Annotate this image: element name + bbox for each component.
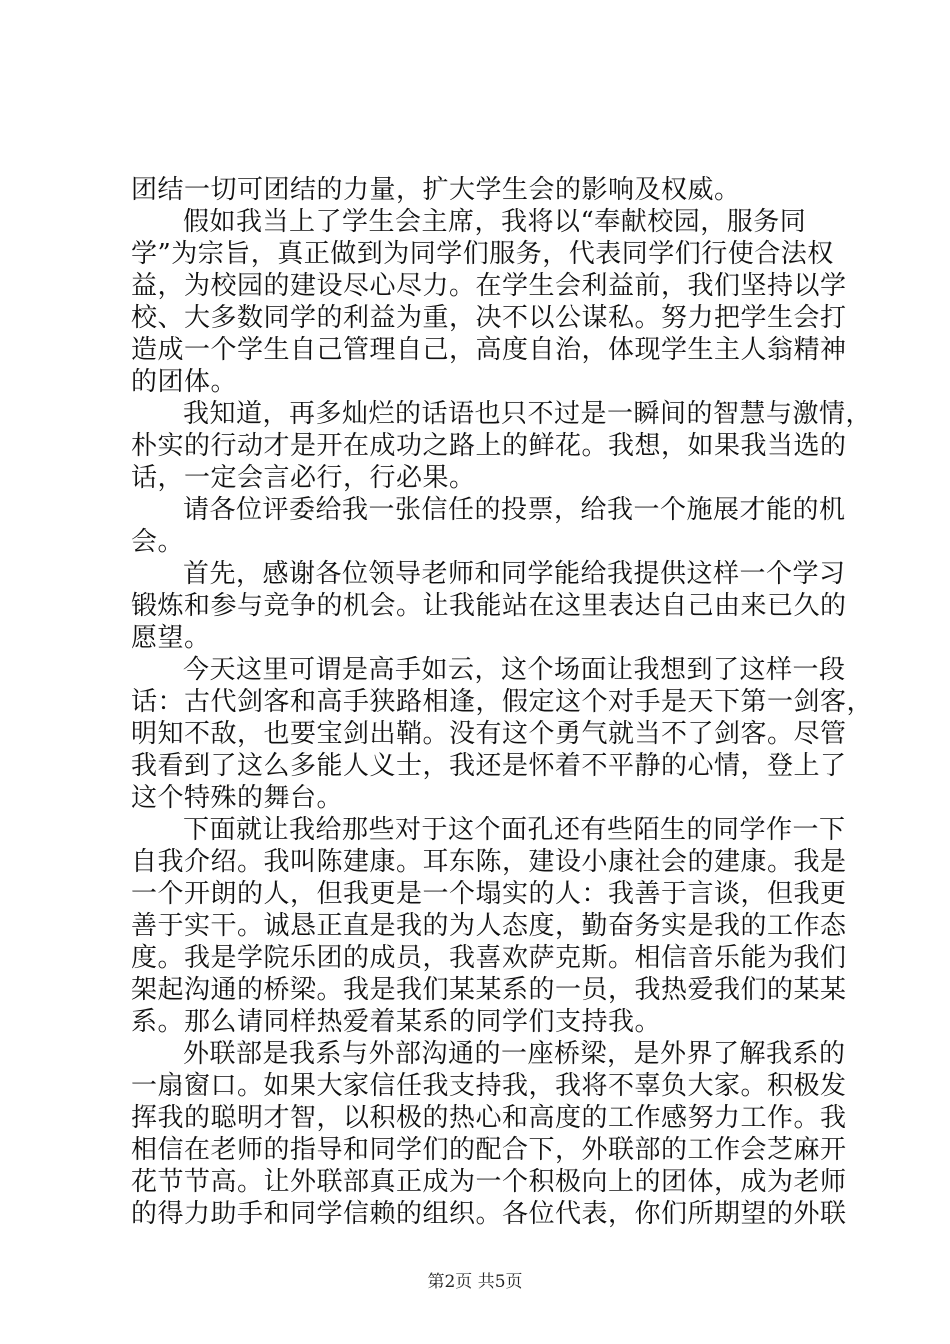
- text-line: 请各位评委给我一张信任的投票，给我一个施展才能的机: [183, 495, 846, 525]
- text-line: 话：古代剑客和高手狭路相逢，假定这个对手是天下第一剑客，: [131, 687, 874, 717]
- text-line: 的得力助手和同学信赖的组织。各位代表，你们所期望的外联: [131, 1199, 847, 1229]
- text-line: 话，一定会言必行，行必果。: [131, 463, 476, 493]
- text-line: 下面就让我给那些对于这个面孔还有些陌生的同学作一下: [183, 815, 846, 845]
- page-number: 第2页 共5页: [427, 1272, 523, 1292]
- text-line: 自我介绍。我叫陈建康。耳东陈，建设小康社会的建康。我是: [131, 847, 847, 877]
- text-line: 挥我的聪明才智，以积极的热心和高度的工作感努力工作。我: [131, 1103, 847, 1133]
- text-line: 会。: [131, 527, 185, 557]
- text-line: 花节节高。让外联部真正成为一个积极向上的团体，成为老师: [131, 1167, 847, 1197]
- text-line: 校、大多数同学的利益为重，决不以公谋私。努力把学生会打: [131, 303, 847, 333]
- text-line: 的团体。: [131, 367, 238, 397]
- text-line: 架起沟通的桥梁。我是我们某某系的一员，我热爱我们的某某: [131, 975, 847, 1005]
- text-line: 假如我当上了学生会主席，我将以“奉献校园，服务同: [183, 207, 807, 237]
- text-line: 朴实的行动才是开在成功之路上的鲜花。我想，如果我当选的: [131, 431, 847, 461]
- text-line: 首先，感谢各位领导老师和同学能给我提供这样一个学习: [183, 559, 846, 589]
- text-line: 这个特殊的舞台。: [131, 783, 344, 813]
- text-line: 相信在老师的指导和同学们的配合下，外联部的工作会芝麻开: [131, 1135, 847, 1165]
- text-line: 锻炼和参与竞争的机会。让我能站在这里表达自己由来已久的: [131, 591, 847, 621]
- text-line: 我知道，再多灿烂的话语也只不过是一瞬间的智慧与激情，: [183, 399, 873, 429]
- text-line: 益，为校园的建设尽心尽力。在学生会利益前，我们坚持以学: [131, 271, 847, 301]
- text-line: 团结一切可团结的力量，扩大学生会的影响及权威。: [131, 175, 741, 205]
- text-line: 外联部是我系与外部沟通的一座桥梁，是外界了解我系的: [183, 1039, 846, 1069]
- text-line: 愿望。: [131, 623, 211, 653]
- text-line: 学”为宗旨，真正做到为同学们服务，代表同学们行使合法权: [131, 239, 834, 269]
- text-line: 度。我是学院乐团的成员，我喜欢萨克斯。相信音乐能为我们: [131, 943, 847, 973]
- text-line: 一个开朗的人，但我更是一个塌实的人：我善于言谈，但我更: [131, 879, 847, 909]
- text-line: 造成一个学生自己管理自己，高度自治，体现学生主人翁精神: [131, 335, 847, 365]
- text-line: 明知不敌，也要宝剑出鞘。没有这个勇气就当不了剑客。尽管: [131, 719, 847, 749]
- text-line: 一扇窗口。如果大家信任我支持我，我将不辜负大家。积极发: [131, 1071, 847, 1101]
- text-line: 系。那么请同样热爱着某系的同学们支持我。: [131, 1007, 662, 1037]
- text-line: 善于实干。诚恳正直是我的为人态度，勤奋务实是我的工作态: [131, 911, 847, 941]
- text-line: 今天这里可谓是高手如云，这个场面让我想到了这样一段: [183, 655, 846, 685]
- document-body: [131, 174, 874, 1230]
- text-line: 我看到了这么多能人义士，我还是怀着不平静的心情，登上了: [131, 751, 847, 781]
